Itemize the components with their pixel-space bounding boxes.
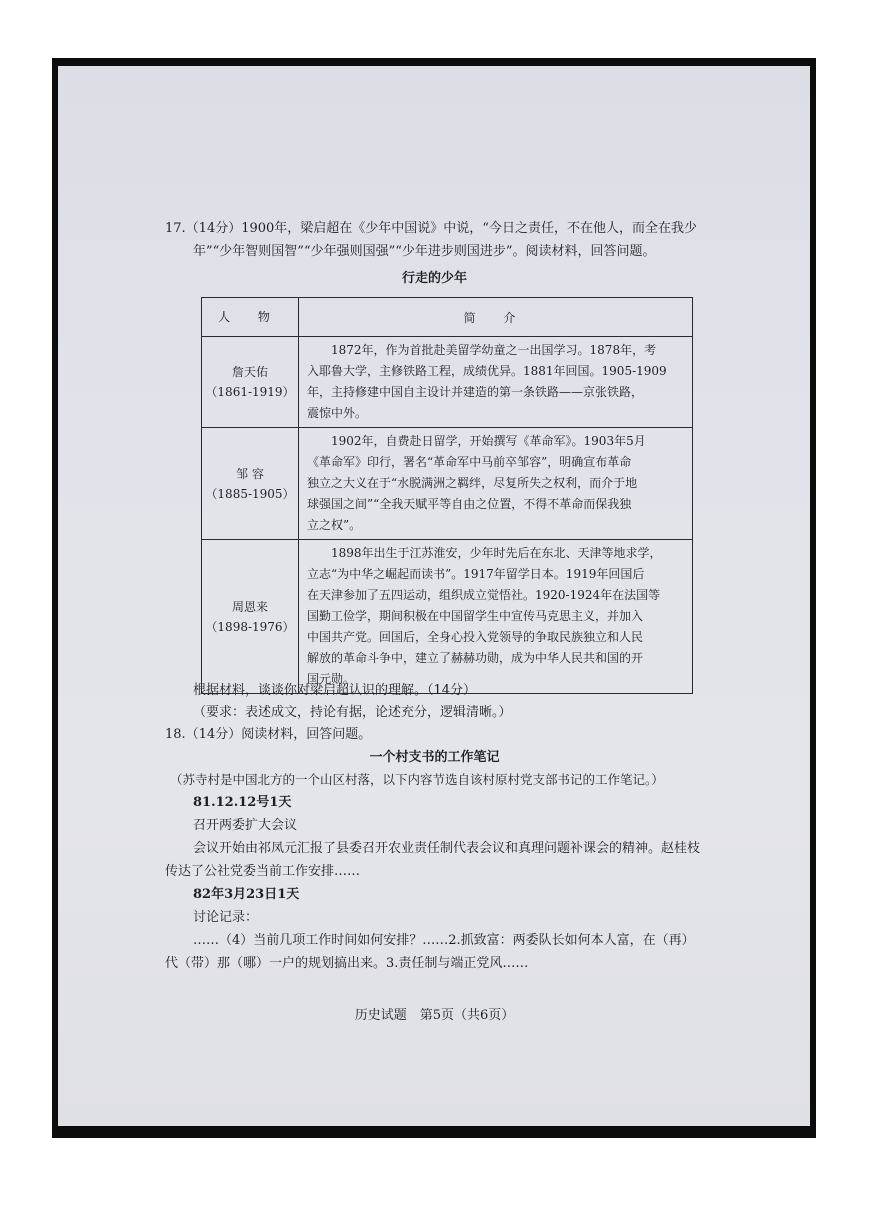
- header-person: 人 物: [202, 298, 299, 337]
- entry1-date: 81.12.12号1天: [193, 795, 292, 810]
- table-title: 行走的少年: [401, 271, 467, 286]
- table-header-row: [202, 298, 693, 337]
- table-row: [202, 540, 693, 694]
- intro-line: 1898年出生于江苏淮安，少年时先后在东北、天津等地求学，: [331, 546, 662, 560]
- person-name: 詹天佑: [231, 365, 268, 379]
- q17-intro-line-1: 17.（14分）1900年，梁启超在《少年中国说》中说，“今日之责任，不在他人，而全在我少: [165, 221, 697, 236]
- person-cell: [202, 337, 299, 428]
- intro-line: 独立之大义在于“水脱满洲之羁绊，尽复所失之权利，而介于地: [307, 476, 638, 490]
- person-years: （1898-1976）: [205, 619, 295, 634]
- intro-line: 1872年，作为首批赴美留学幼童之一出国学习。1878年，考: [331, 343, 657, 357]
- person-cell: [202, 428, 299, 540]
- intro-cell: [299, 337, 693, 428]
- intro-line: 国勤工俭学，期间积极在中国留学生中宣传马克思主义，并加入: [307, 609, 644, 623]
- intro-cell: [299, 540, 693, 694]
- q18-intro: 18.（14分）阅读材料，回答问题。: [165, 727, 372, 742]
- header-intro: 简 介: [299, 298, 693, 337]
- person-name: 邹 容: [236, 466, 264, 481]
- person-cell: [202, 540, 299, 694]
- q18-title: 一个村支书的工作笔记: [369, 750, 500, 765]
- intro-line: 球强国之间”“全我天赋平等自由之位置，不得不革命而保我独: [307, 497, 632, 511]
- entry1-text-line-2: 传达了公社党委当前工作安排……: [165, 864, 361, 879]
- biography-table: [201, 297, 693, 694]
- entry2-date: 82年3月23日1天: [193, 887, 300, 902]
- entry2-text-line-1: ……（4）当前几项工作时间如何安排？……2.抓致富：两委队长如何本人富，在（再）: [193, 933, 695, 948]
- intro-line: 《革命军》印行，署名“革命军中马前卒邹容”，明确宣布革命: [307, 455, 632, 469]
- intro-line: 国元勋。: [307, 672, 356, 686]
- intro-cell: [299, 428, 693, 540]
- q17-question: 根据材料，谈谈你对梁启超认识的理解。（14分）: [193, 683, 477, 698]
- entry1-title: 召开两委扩大会议: [193, 818, 298, 833]
- intro-line: 年，主持修建中国自主设计并建造的第一条铁路——京张铁路，: [307, 385, 644, 399]
- entry2-label: 讨论记录：: [193, 910, 259, 925]
- intro-line: 解放的革命斗争中，建立了赫赫功勋，成为中华人民共和国的开: [307, 651, 644, 665]
- intro-line: 震惊中外。: [307, 406, 368, 420]
- intro-line: 入耶鲁大学，主修铁路工程，成绩优异。1881年回国。1905-1909: [307, 364, 667, 378]
- intro-line: 立之权”。: [307, 518, 362, 532]
- q18-note: （苏寺村是中国北方的一个山区村落，以下内容节选自该村原村党支部书记的工作笔记。）: [170, 772, 664, 787]
- q17-requirement: （要求：表述成文，持论有据，论述充分，逻辑清晰。）: [193, 705, 512, 720]
- person-years: （1861-1919）: [205, 385, 295, 399]
- person-name: 周恩来: [231, 599, 268, 614]
- entry2-text-line-2: 代（带）那（哪）一户的规划搞出来。3.责任制与端正党风……: [165, 956, 529, 971]
- page-footer: 历史试题 第5页（共6页）: [354, 1008, 515, 1023]
- table-row: [202, 428, 693, 540]
- entry1-text-line-1: 会议开始由祁凤元汇报了县委召开农业责任制代表会议和真理问题补课会的精神。赵桂枝: [193, 841, 701, 856]
- person-years: （1885-1905）: [205, 486, 295, 501]
- intro-line: 中国共产党。回国后，全身心投入党领导的争取民族独立和人民: [307, 630, 644, 644]
- intro-line: 在天津参加了五四运动，组织成立觉悟社。1920-1924年在法国等: [307, 588, 661, 602]
- q17-intro-line-2: 年”“少年智则国智”“少年强则国强”“少年进步则国进步”。阅读材料，回答问题。: [193, 244, 656, 259]
- intro-line: 1902年，自费赴日留学，开始撰写《革命军》。1903年5月: [331, 434, 646, 448]
- intro-line: 立志“为中华之崛起而读书”。1917年留学日本。1919年回国后: [307, 567, 645, 581]
- table-row: [202, 337, 693, 428]
